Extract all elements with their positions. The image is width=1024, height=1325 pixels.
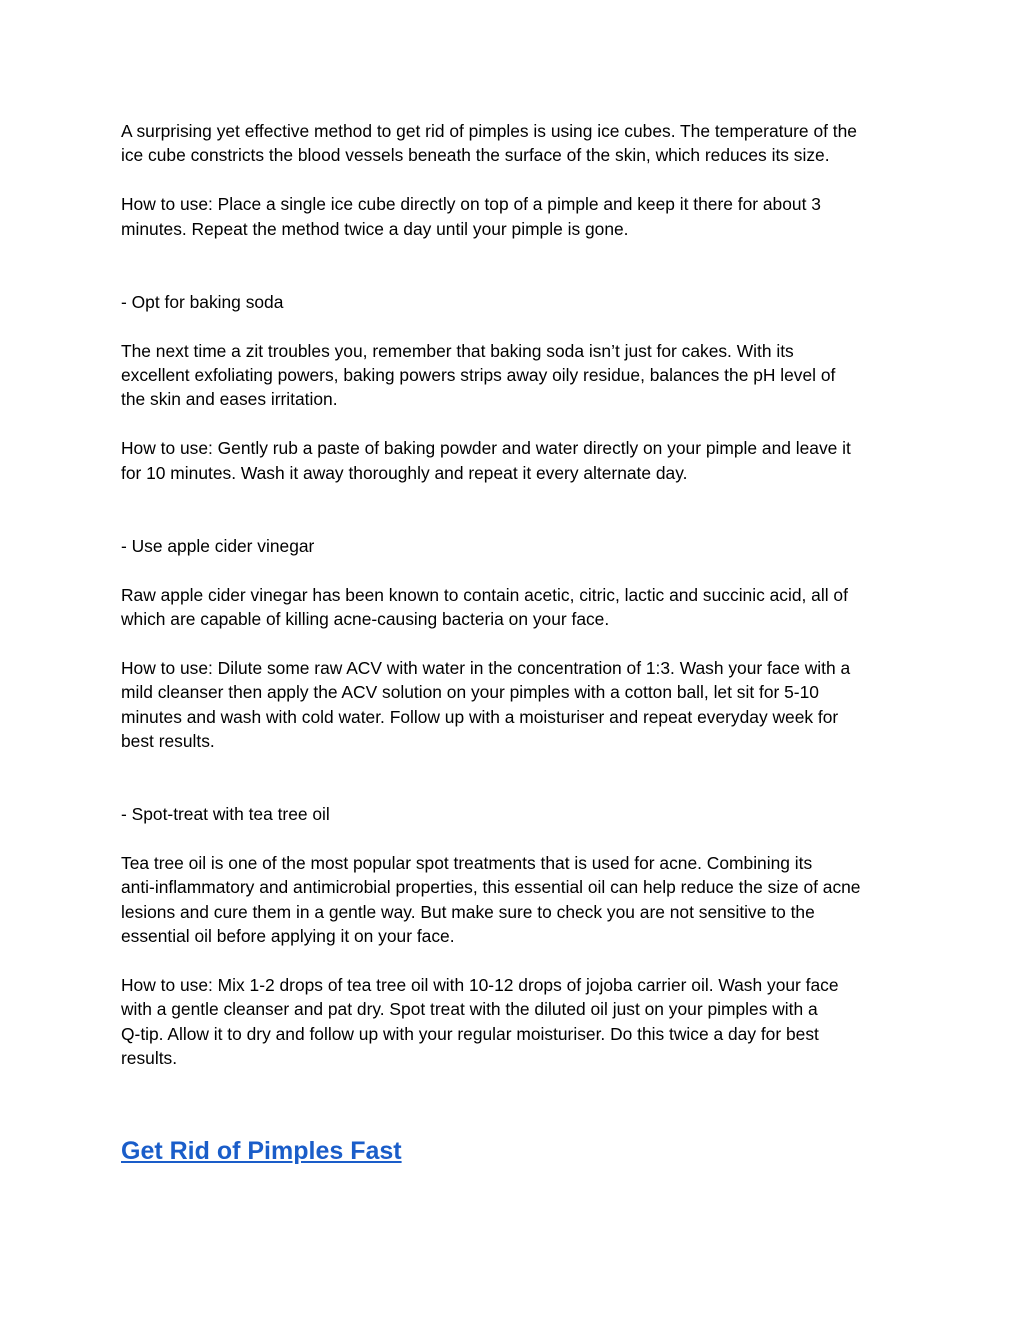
tea-tree-oil-how-to-paragraph: How to use: Mix 1-2 drops of tea tree oil with 10-12 drops of jojoba carrier oil. Wash your face with a gentle cleanser and pat dry. Spot treat with the diluted oil just on your pimples with a Q-tip. Allow it to dry and follow up with your regular moisturiser. Do this twice a day for best results. — [121, 975, 839, 1069]
paragraph-spacer — [121, 412, 906, 436]
paragraph-spacer — [121, 314, 906, 338]
apple-cider-vinegar-intro-paragraph: Raw apple cider vinegar has been known to contain acetic, citric, lactic and succinic acid, all of which are capable of killing acne-causing bacteria on your face. — [121, 584, 848, 630]
ice-cube-how-to-paragraph: How to use: Place a single ice cube directly on top of a pimple and keep it there for about 3 minutes. Repeat the method twice a day until your pimple is gone. — [121, 194, 821, 239]
baking-soda-intro-paragraph: The next time a zit troubles you, remember that baking soda isn’t just for cakes. With its excellent exfoliating powers, baking powers strips away oily residue, balances the pH level of the skin and eases irritation. — [121, 340, 836, 410]
section-spacer — [121, 1071, 906, 1137]
tea-tree-oil-intro-paragraph: Tea tree oil is one of the most popular spot treatments that is used for acne. Combining its anti-inflammatory and antimicrobial properties, this essential oil can help reduce the size of acne lesions and cure them in a gentle way. But make sure to check you are not sensitive to the essential oil before applying it on your face. — [121, 853, 861, 947]
ice-cube-intro-paragraph: A surprising yet effective method to get rid of pimples is using ice cubes. The temperature of the ice cube constricts the blood vessels beneath the surface of the skin, which reduces its size. — [121, 121, 857, 166]
paragraph-spacer — [121, 631, 906, 655]
paragraph-spacer — [121, 827, 906, 851]
paragraph-spacer — [121, 558, 906, 582]
apple-cider-vinegar-heading: - Use apple cider vinegar — [121, 535, 315, 556]
tea-tree-oil-heading: - Spot-treat with tea tree oil — [121, 804, 330, 825]
baking-soda-heading: - Opt for baking soda — [121, 291, 284, 312]
paragraph-spacer — [121, 168, 906, 192]
section-spacer — [121, 241, 906, 290]
section-spacer — [121, 753, 906, 802]
document-page — [121, 119, 906, 1166]
section-spacer — [121, 485, 906, 534]
apple-cider-vinegar-how-to-paragraph: How to use: Dilute some raw ACV with water in the concentration of 1:3. Wash your face with a mild cleanser then apply the ACV solution on your pimples with a cotton ball, let sit for 5-10 minutes and wash with cold water. Follow up with a moisturiser and repeat everyday week for best results. — [121, 657, 851, 752]
paragraph-spacer — [121, 949, 906, 973]
get-rid-of-pimples-fast-link[interactable]: Get Rid of Pimples Fast — [121, 1136, 402, 1165]
baking-soda-how-to-paragraph: How to use: Gently rub a paste of baking powder and water directly on your pimple and leave it for 10 minutes. Wash it away thoroughly and repeat it every alternate day. — [121, 438, 851, 483]
